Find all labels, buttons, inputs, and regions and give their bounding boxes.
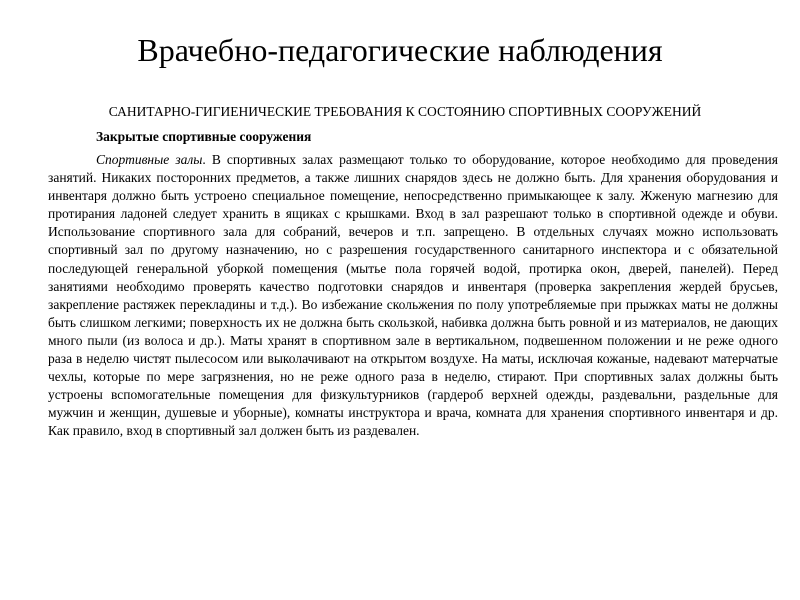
body-paragraph — [48, 151, 778, 441]
section-heading: Закрытые спортивные сооружения — [96, 129, 312, 144]
slide-title: Врачебно-педагогические наблюдения — [137, 32, 663, 68]
paragraph-text: . В спортивных залах размещают только то оборудование, которое необходимо для проведения занятий. Никаких посторонних предметов, а также лишних снарядов здесь не должно быть. Для хранения оборудования и инвентаря должно быть устроено специальное помещение, непосредственно примыкающее к залу. Жженую магнезию для протирания ладоней следует хранить в ящиках с крышками. Вход в зал разрешают только в спортивной одежде и обуви. Использование спортивного зала для собраний, вечеров и т.п. запрещено. В отдельных случаях можно использовать спортивный зал по другому назначению, но с разрешения государственного санитарного инспектора и с обязательной последующей генеральной уборкой помещения (мытье пола горячей водой, протирка окон, дверей, панелей). Перед занятиями необходимо проверять качество подготовки снарядов и инвентаря (проверка закрепления жердей брусьев, закрепление растяжек перекладины и т.д.). Во избежание скольжения по полу употребляемые при прыжках маты не должны быть слишком легкими; поверхность их не должна быть скользкой, набивка должна быть ровной и из материалов, не дающих много пыли (из волоса и др.). Маты хранят в спортивном зале в вертикальном, подвешенном положении и не реже одного раза в неделю чистят пылесосом или выколачивают на открытом воздухе. На маты, исключая кожаные, надевают матерчатые чехлы, которые по мере загрязнения, но не реже одного раза в неделю, стирают. При спортивных залах должны быть устроены вспомогательные помещения для физкультурников (гардероб верхней одежды, раздевальни, раздельные для мужчин и женщин, душевые и уборные), комнаты инструктора и врача, комната для хранения спортивного инвентаря и др. Как правило, вход в спортивный зал должен быть из раздевален. — [48, 152, 778, 439]
paragraph-lead: Спортивные залы — [96, 152, 203, 167]
section-subtitle: САНИТАРНО-ГИГИЕНИЧЕСКИЕ ТРЕБОВАНИЯ К СОСТОЯНИЮ СПОРТИВНЫХ СООРУЖЕНИЙ — [108, 104, 702, 119]
